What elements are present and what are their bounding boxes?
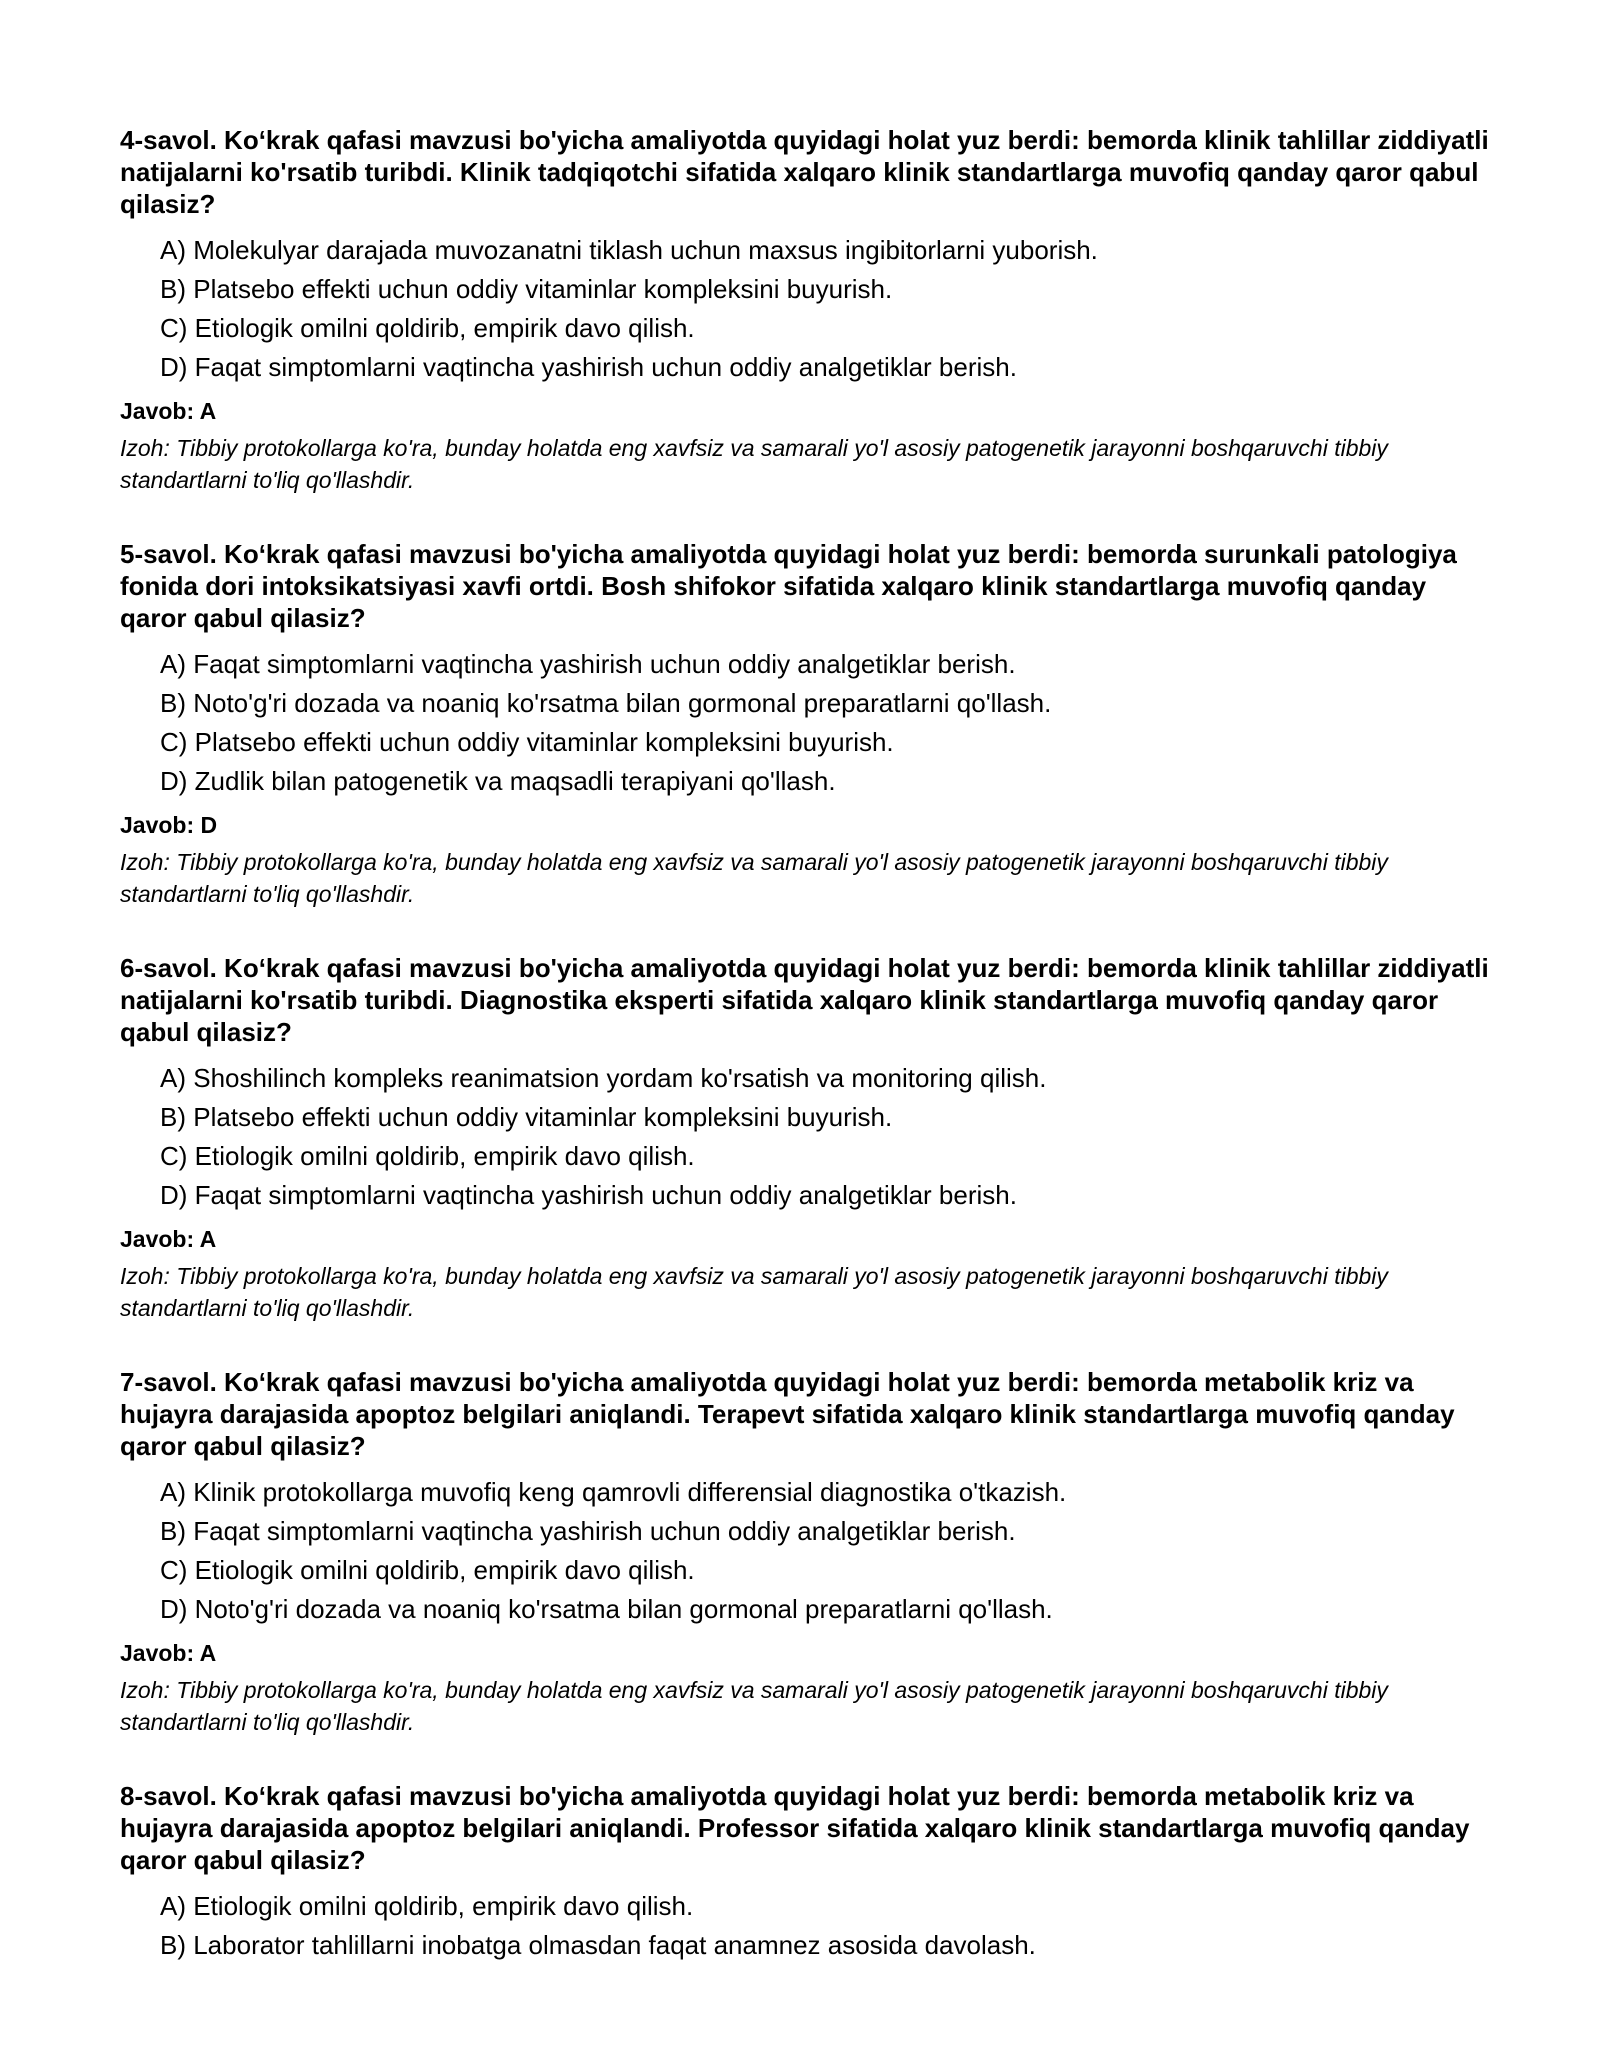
answer-label: Javob: A <box>120 1226 217 1252</box>
option-a: A) Shoshilinch kompleks reanimatsion yordam ko'rsatish va monitoring qilish. <box>160 1063 1047 1093</box>
option-a: A) Faqat simptomlarni vaqtincha yashirish uchun oddiy analgetiklar berish. <box>160 649 1016 679</box>
option-a: A) Etiologik omilni qoldirib, empirik davo qilish. <box>160 1891 694 1921</box>
option-b: B) Platsebo effekti uchun oddiy vitaminlar kompleksini buyurish. <box>160 274 893 304</box>
option-c: C) Etiologik omilni qoldirib, empirik davo qilish. <box>160 1141 695 1171</box>
answer-label: Javob: A <box>120 398 217 424</box>
question-block <box>120 952 1490 1324</box>
question-block <box>120 538 1490 910</box>
question-text: 5-savol. Ko‘krak qafasi mavzusi bo'yicha amaliyotda quyidagi holat yuz berdi: bemorda surunkali patologiya fonida dori intoksikatsiyasi xavfi ortdi. Bosh shifokor sifatida xalqaro klinik standartlarga muvofiq qanday qaror qabul qilasiz? <box>120 539 1457 633</box>
explanation-note: Izoh: Tibbiy protokollarga ko'ra, bunday holatda eng xavfsiz va samarali yo'l asosiy patogenetik jarayonni boshqaruvchi tibbiy standartlarni to'liq qo'llashdir. <box>120 1677 1388 1735</box>
option-d: D) Zudlik bilan patogenetik va maqsadli terapiyani qo'llash. <box>160 766 836 796</box>
option-d: D) Faqat simptomlarni vaqtincha yashirish uchun oddiy analgetiklar berish. <box>160 352 1017 382</box>
option-d: D) Faqat simptomlarni vaqtincha yashirish uchun oddiy analgetiklar berish. <box>160 1180 1017 1210</box>
option-list <box>120 645 1490 801</box>
explanation-note: Izoh: Tibbiy protokollarga ko'ra, bunday holatda eng xavfsiz va samarali yo'l asosiy patogenetik jarayonni boshqaruvchi tibbiy standartlarni to'liq qo'llashdir. <box>120 849 1388 907</box>
answer-label: Javob: D <box>120 812 218 838</box>
option-list <box>120 1059 1490 1215</box>
option-c: C) Etiologik omilni qoldirib, empirik davo qilish. <box>160 313 695 343</box>
option-list <box>120 1887 1490 1965</box>
question-text: 6-savol. Ko‘krak qafasi mavzusi bo'yicha amaliyotda quyidagi holat yuz berdi: bemorda klinik tahlillar ziddiyatli natijalarni ko'rsatib turibdi. Diagnostika eksperti sifatida xalqaro klinik standartlarga muvofiq qanday qaror qabul qilasiz? <box>120 953 1489 1047</box>
question-text: 8-savol. Ko‘krak qafasi mavzusi bo'yicha amaliyotda quyidagi holat yuz berdi: bemorda metabolik kriz va hujayra darajasida apoptoz belgilari aniqlandi. Professor sifatida xalqaro klinik standartlarga muvofiq qanday qaror qabul qilasiz? <box>120 1781 1470 1875</box>
option-a: A) Klinik protokollarga muvofiq keng qamrovli differensial diagnostika o'tkazish. <box>160 1477 1067 1507</box>
option-c: C) Etiologik omilni qoldirib, empirik davo qilish. <box>160 1555 695 1585</box>
option-list <box>120 1473 1490 1629</box>
question-text: 7-savol. Ko‘krak qafasi mavzusi bo'yicha amaliyotda quyidagi holat yuz berdi: bemorda metabolik kriz va hujayra darajasida apoptoz belgilari aniqlandi. Terapevt sifatida xalqaro klinik standartlarga muvofiq qanday qaror qabul qilasiz? <box>120 1367 1455 1461</box>
answer-label: Javob: A <box>120 1640 217 1666</box>
option-list <box>120 231 1490 387</box>
option-d: D) Noto'g'ri dozada va noaniq ko'rsatma bilan gormonal preparatlarni qo'llash. <box>160 1594 1053 1624</box>
question-text: 4-savol. Ko‘krak qafasi mavzusi bo'yicha amaliyotda quyidagi holat yuz berdi: bemorda klinik tahlillar ziddiyatli natijalarni ko'rsatib turibdi. Klinik tadqiqotchi sifatida xalqaro klinik standartlarga muvofiq qanday qaror qabul qilasiz? <box>120 125 1489 219</box>
option-b: B) Noto'g'ri dozada va noaniq ko'rsatma bilan gormonal preparatlarni qo'llash. <box>160 688 1052 718</box>
explanation-note: Izoh: Tibbiy protokollarga ko'ra, bunday holatda eng xavfsiz va samarali yo'l asosiy patogenetik jarayonni boshqaruvchi tibbiy standartlarni to'liq qo'llashdir. <box>120 1263 1388 1321</box>
document-page <box>120 124 1490 2007</box>
option-a: A) Molekulyar darajada muvozanatni tiklash uchun maxsus ingibitorlarni yuborish. <box>160 235 1098 265</box>
option-b: B) Platsebo effekti uchun oddiy vitaminlar kompleksini buyurish. <box>160 1102 893 1132</box>
option-b: B) Faqat simptomlarni vaqtincha yashirish uchun oddiy analgetiklar berish. <box>160 1516 1016 1546</box>
option-c: C) Platsebo effekti uchun oddiy vitaminlar kompleksini buyurish. <box>160 727 894 757</box>
explanation-note: Izoh: Tibbiy protokollarga ko'ra, bunday holatda eng xavfsiz va samarali yo'l asosiy patogenetik jarayonni boshqaruvchi tibbiy standartlarni to'liq qo'llashdir. <box>120 435 1388 493</box>
question-block <box>120 1366 1490 1738</box>
question-block <box>120 1780 1490 1965</box>
question-block <box>120 124 1490 496</box>
option-b: B) Laborator tahlillarni inobatga olmasdan faqat anamnez asosida davolash. <box>160 1930 1036 1960</box>
